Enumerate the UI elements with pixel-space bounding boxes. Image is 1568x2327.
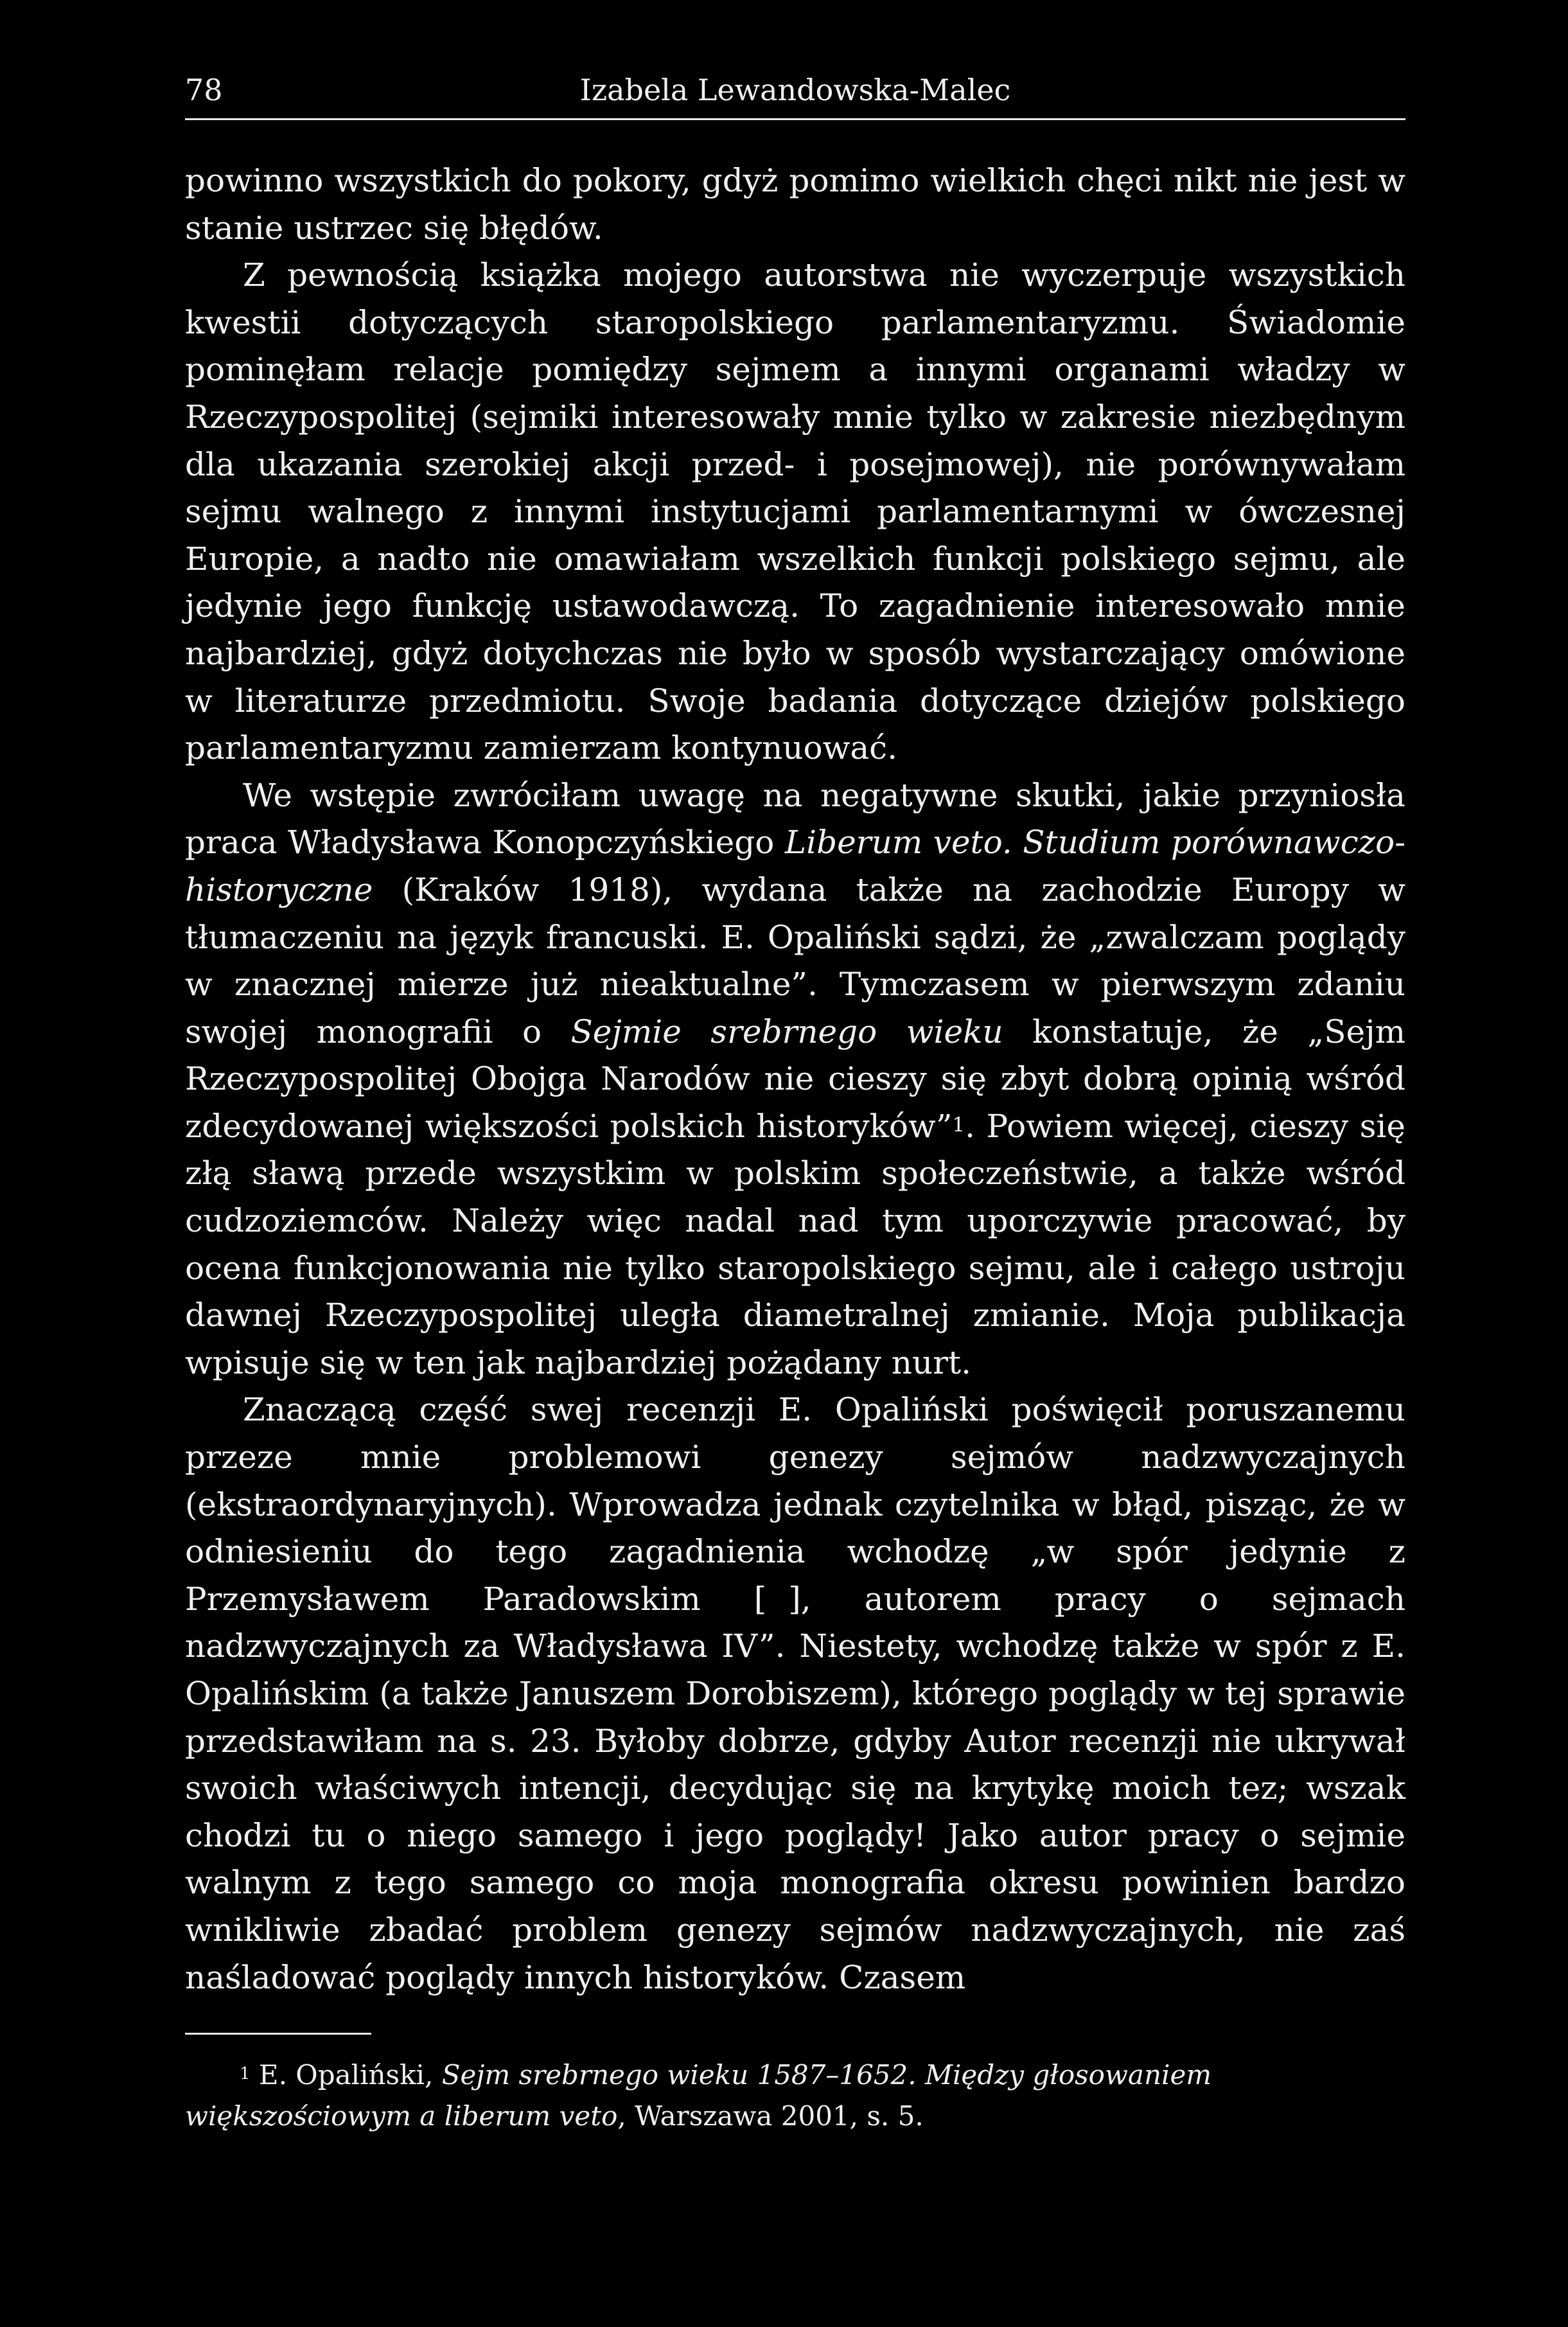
paragraph-1: [185, 157, 1405, 252]
paragraph-2-text: Z pewnością książka mojego autorstwa nie wyczerpuje wszystkich kwestii dotyczących staropolskiego parlamentaryzmu. Świadomie pominęłam relacje pomiędzy sejmem a innymi organami władzy w Rzeczypospolitej (sejmiki interesowały mnie tylko w zakresie niezbędnym dla ukazania szerokiej akcji przed- i posejmowej), nie porównywałam sejmu walnego z innymi instytucjami parlamentarnymi w ówczesnej Europie, a nadto nie omawiałam wszelkich funkcji polskiego sejmu, ale jedynie jego funkcję ustawodawczą. To zagadnienie interesowało mnie najbardziej, gdyż dotychczas nie było w sposób wystarczający omówione w literaturze przedmiotu. Swoje badania dotyczące dziejów polskiego parlamentaryzmu zamierzam kontynuować.: [185, 256, 1405, 767]
footnote-text-a: E. Opaliński,: [250, 2059, 442, 2091]
running-head-author: Izabela Lewandowska-Malec: [579, 73, 1011, 107]
footnote-text-b: , Warszawa 2001, s. 5.: [617, 2100, 924, 2132]
paragraph-3: [185, 772, 1405, 1387]
book-title-liberum-veto: Liberum veto. Studium porównawczo-historyczne: [185, 824, 1405, 908]
main-text: [185, 157, 1405, 2001]
page-number: 78: [185, 73, 223, 107]
book-title-sejm-srebrnego-wieku: Sejmie srebrnego wieku: [570, 1013, 1003, 1050]
paragraph-2: [185, 252, 1405, 772]
paragraph-3-text-d: . Powiem więcej, cieszy się złą sławą przede wszystkim w polskim społeczeństwie, a także wśród cudzoziemców. Należy więc nadal nad tym uporczywie pracować, by ocena funkcjonowania nie tylko staropolskiego sejmu, ale i całego ustroju dawnej Rzeczypospolitej uległa diametralnej zmianie. Moja publikacja wpisuje się w ten jak najbardziej pożądany nurt.: [185, 1107, 1405, 1381]
footnote: [185, 2055, 1405, 2137]
paragraph-4-text-b: ], autorem pracy o sejmach nadzwyczajnych za Władysława IV”. Niestety, wchodzę także w spór z E. Opalińskim (a także Januszem Dorobiszem), którego poglądy w tej sprawie przedstawiłam na s. 23. Byłoby dobrze, gdyby Autor recenzji nie ukrywał swoich właściwych intencji, decydując się na krytykę moich tez; wszak chodzi tu o niego samego i jego poglądy! Jako autor pracy o sejmie walnym z tego samego co moja monografia okresu powinien bardzo wnikliwie zbadać problem genezy sejmów nadzwyczajnych, nie zaś naśladować poglądy innych historyków. Czasem: [185, 1580, 1405, 1996]
paragraph-3-text-b: (Kraków 1918), wydana także na zachodzie Europy w tłumaczeniu na język francuski. E. Opaliński sądzi, że „zwalczam poglądy w znacznej mierze już nieaktualne”. Tymczasem w pierwszym zdaniu swojej monografii o: [185, 871, 1405, 1050]
footnote-reference[interactable]: 1: [952, 1113, 965, 1137]
paragraph-3-text-c: konstatuje, że „Sejm Rzeczypospolitej Obojga Narodów nie cieszy się zbyt dobrą opinią wśród zdecydowanej większości polskich historyków”: [185, 1013, 1405, 1145]
header-rule: [185, 118, 1405, 120]
footnote-marker: 1: [240, 2064, 251, 2084]
paragraph-3-text-a: We wstępie zwróciłam uwagę na negatywne skutki, jakie przyniosła praca Władysława Konopczyńskiego: [185, 776, 1405, 862]
paragraph-4: [185, 1386, 1405, 2001]
footnote-book-title: Sejm srebrnego wieku 1587–1652. Między głosowaniem większościowym a liberum veto: [185, 2059, 1212, 2132]
paragraph-1-text: powinno wszystkich do pokory, gdyż pomimo wielkich chęci nikt nie jest w stanie ustrzec się błędów.: [185, 162, 1405, 247]
paragraph-4-text-a: Znaczącą część swej recenzji E. Opaliński poświęcił poruszanemu przeze mnie problemowi genezy sejmów nadzwyczajnych (ekstraordynaryjnych). Wprowadza jednak czytelnika w błąd, pisząc, że w odniesieniu do tego zagadnienia wchodzę „w spór jedynie z Przemysławem Paradowskim [: [185, 1391, 1405, 1618]
footnote-rule: [185, 2033, 371, 2035]
running-header: [185, 71, 1405, 116]
